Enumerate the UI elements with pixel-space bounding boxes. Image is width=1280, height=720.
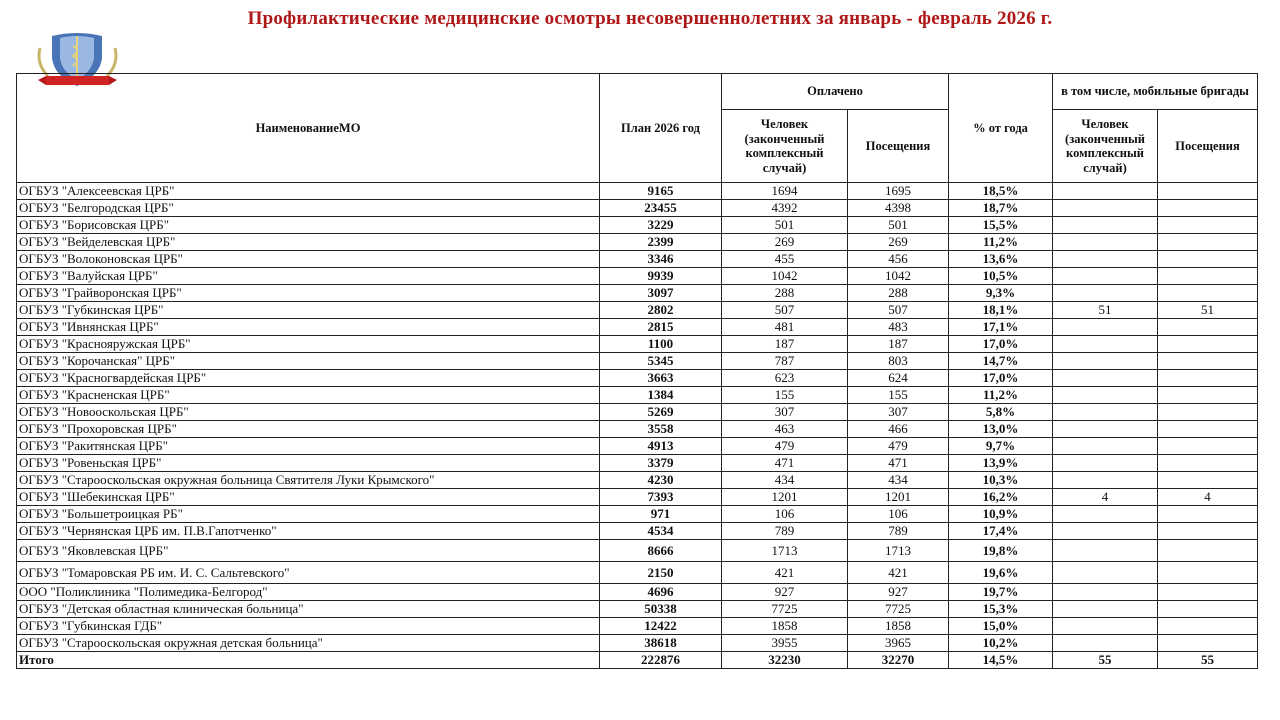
cell-pct: 14,5% [949, 652, 1053, 669]
cell-name: ОГБУЗ "Большетроицкая РБ" [17, 506, 600, 523]
table-row [17, 319, 1258, 336]
cell-name: ОГБУЗ "Новооскольская ЦРБ" [17, 404, 600, 421]
cell-plan: 3379 [600, 455, 722, 472]
cell-pct: 19,6% [949, 562, 1053, 584]
cell-pct: 17,0% [949, 370, 1053, 387]
cell-persons: 434 [722, 472, 848, 489]
cell-mobile-persons [1053, 234, 1158, 251]
table-row [17, 285, 1258, 302]
cell-mobile-visits [1158, 601, 1258, 618]
cell-name: ОГБУЗ "Ракитянская ЦРБ" [17, 438, 600, 455]
cell-visits: 927 [848, 584, 949, 601]
cell-mobile-persons [1053, 421, 1158, 438]
cell-plan: 5269 [600, 404, 722, 421]
cell-mobile-visits [1158, 540, 1258, 562]
cell-persons: 479 [722, 438, 848, 455]
cell-plan: 971 [600, 506, 722, 523]
cell-pct: 10,5% [949, 268, 1053, 285]
report-table [16, 73, 1258, 669]
cell-visits: 187 [848, 336, 949, 353]
cell-pct: 5,8% [949, 404, 1053, 421]
cell-mobile-persons: 4 [1053, 489, 1158, 506]
col-header-visits: Посещения [848, 110, 949, 183]
cell-mobile-persons: 55 [1053, 652, 1158, 669]
cell-mobile-persons [1053, 472, 1158, 489]
cell-pct: 17,4% [949, 523, 1053, 540]
cell-persons: 106 [722, 506, 848, 523]
cell-mobile-visits: 55 [1158, 652, 1258, 669]
cell-visits: 479 [848, 438, 949, 455]
cell-mobile-persons [1053, 336, 1158, 353]
cell-mobile-persons [1053, 370, 1158, 387]
cell-name: ОГБУЗ "Детская областная клиническая больница" [17, 601, 600, 618]
cell-name: ОГБУЗ "Красненская ЦРБ" [17, 387, 600, 404]
table-row [17, 584, 1258, 601]
cell-mobile-visits [1158, 200, 1258, 217]
cell-mobile-visits: 51 [1158, 302, 1258, 319]
cell-name: ОГБУЗ "Вейделевская ЦРБ" [17, 234, 600, 251]
cell-name: ОГБУЗ "Ивнянская ЦРБ" [17, 319, 600, 336]
col-header-mobile: в том числе, мобильные бригады [1053, 74, 1258, 110]
table-row [17, 353, 1258, 370]
cell-mobile-visits [1158, 268, 1258, 285]
cell-plan: 2802 [600, 302, 722, 319]
cell-mobile-visits [1158, 217, 1258, 234]
page-title: Профилактические медицинские осмотры несовершеннолетних за январь - февраль 2026 г. [247, 8, 1053, 29]
cell-visits: 269 [848, 234, 949, 251]
cell-persons: 789 [722, 523, 848, 540]
cell-persons: 1201 [722, 489, 848, 506]
table-row [17, 618, 1258, 635]
cell-persons: 501 [722, 217, 848, 234]
cell-persons: 623 [722, 370, 848, 387]
cell-visits: 4398 [848, 200, 949, 217]
cell-name: ОГБУЗ "Чернянская ЦРБ им. П.В.Гапотченко" [17, 523, 600, 540]
cell-plan: 23455 [600, 200, 722, 217]
cell-mobile-persons [1053, 353, 1158, 370]
cell-mobile-visits [1158, 404, 1258, 421]
cell-visits: 421 [848, 562, 949, 584]
cell-name: ОГБУЗ "Валуйская ЦРБ" [17, 268, 600, 285]
cell-name: ОГБУЗ "Грайворонская ЦРБ" [17, 285, 600, 302]
cell-persons: 481 [722, 319, 848, 336]
cell-pct: 18,1% [949, 302, 1053, 319]
cell-pct: 19,7% [949, 584, 1053, 601]
cell-mobile-visits [1158, 472, 1258, 489]
cell-visits: 501 [848, 217, 949, 234]
cell-pct: 10,9% [949, 506, 1053, 523]
cell-plan: 4534 [600, 523, 722, 540]
cell-persons: 1713 [722, 540, 848, 562]
cell-plan: 2399 [600, 234, 722, 251]
cell-mobile-visits [1158, 506, 1258, 523]
cell-visits: 1858 [848, 618, 949, 635]
cell-mobile-visits [1158, 562, 1258, 584]
cell-persons: 1694 [722, 183, 848, 200]
cell-mobile-visits [1158, 523, 1258, 540]
cell-mobile-persons [1053, 387, 1158, 404]
cell-mobile-persons [1053, 200, 1158, 217]
cell-plan: 2150 [600, 562, 722, 584]
cell-mobile-persons [1053, 404, 1158, 421]
cell-mobile-visits [1158, 387, 1258, 404]
cell-mobile-persons [1053, 217, 1158, 234]
cell-mobile-persons [1053, 319, 1158, 336]
col-header-plan: План 2026 год [600, 74, 722, 183]
cell-name: ОГБУЗ "Старооскольская окружная больница Святителя Луки Крымского" [17, 472, 600, 489]
cell-plan: 7393 [600, 489, 722, 506]
table-row [17, 217, 1258, 234]
cell-name: ОГБУЗ "Борисовская ЦРБ" [17, 217, 600, 234]
cell-name: ОГБУЗ "Краснояружская ЦРБ" [17, 336, 600, 353]
cell-plan: 3558 [600, 421, 722, 438]
col-header-mobile-persons: Человек (законченный комплексный случай) [1053, 110, 1158, 183]
cell-mobile-persons [1053, 635, 1158, 652]
cell-mobile-visits [1158, 183, 1258, 200]
cell-name: ОГБУЗ "Красногвардейская ЦРБ" [17, 370, 600, 387]
cell-name: ОГБУЗ "Шебекинская ЦРБ" [17, 489, 600, 506]
cell-persons: 463 [722, 421, 848, 438]
cell-visits: 483 [848, 319, 949, 336]
cell-mobile-visits [1158, 635, 1258, 652]
table-row [17, 302, 1258, 319]
cell-mobile-persons [1053, 438, 1158, 455]
cell-name: ОГБУЗ "Губкинская ЦРБ" [17, 302, 600, 319]
cell-mobile-visits [1158, 421, 1258, 438]
cell-visits: 466 [848, 421, 949, 438]
cell-plan: 9939 [600, 268, 722, 285]
cell-name: ОГБУЗ "Ровеньская ЦРБ" [17, 455, 600, 472]
cell-mobile-visits [1158, 353, 1258, 370]
cell-pct: 16,2% [949, 489, 1053, 506]
cell-persons: 927 [722, 584, 848, 601]
cell-visits: 1201 [848, 489, 949, 506]
cell-mobile-persons [1053, 584, 1158, 601]
table-row [17, 523, 1258, 540]
table-row [17, 370, 1258, 387]
cell-name: ОГБУЗ "Прохоровская ЦРБ" [17, 421, 600, 438]
cell-persons: 269 [722, 234, 848, 251]
table-row [17, 489, 1258, 506]
cell-mobile-visits [1158, 251, 1258, 268]
cell-mobile-visits [1158, 618, 1258, 635]
table-row [17, 421, 1258, 438]
cell-name: ОГБУЗ "Алексеевская ЦРБ" [17, 183, 600, 200]
cell-plan: 4913 [600, 438, 722, 455]
cell-mobile-persons [1053, 268, 1158, 285]
table-row [17, 251, 1258, 268]
cell-persons: 32230 [722, 652, 848, 669]
cell-mobile-visits [1158, 319, 1258, 336]
cell-mobile-persons: 51 [1053, 302, 1158, 319]
cell-visits: 507 [848, 302, 949, 319]
table-row [17, 183, 1258, 200]
table-row [17, 438, 1258, 455]
cell-visits: 803 [848, 353, 949, 370]
cell-plan: 50338 [600, 601, 722, 618]
table-row [17, 472, 1258, 489]
cell-plan: 38618 [600, 635, 722, 652]
cell-pct: 14,7% [949, 353, 1053, 370]
cell-mobile-persons [1053, 523, 1158, 540]
table-row [17, 336, 1258, 353]
cell-mobile-persons [1053, 506, 1158, 523]
cell-mobile-visits [1158, 370, 1258, 387]
cell-plan: 12422 [600, 618, 722, 635]
cell-persons: 288 [722, 285, 848, 302]
col-header-name: НаименованиеМО [17, 74, 600, 183]
cell-visits: 789 [848, 523, 949, 540]
cell-plan: 1384 [600, 387, 722, 404]
cell-pct: 15,0% [949, 618, 1053, 635]
cell-persons: 3955 [722, 635, 848, 652]
table-row [17, 268, 1258, 285]
table-row [17, 506, 1258, 523]
cell-persons: 1858 [722, 618, 848, 635]
cell-plan: 1100 [600, 336, 722, 353]
table-row [17, 404, 1258, 421]
cell-pct: 18,5% [949, 183, 1053, 200]
cell-pct: 18,7% [949, 200, 1053, 217]
cell-pct: 13,0% [949, 421, 1053, 438]
cell-mobile-visits: 4 [1158, 489, 1258, 506]
col-header-persons: Человек (законченный комплексный случай) [722, 110, 848, 183]
cell-persons: 421 [722, 562, 848, 584]
cell-mobile-persons [1053, 455, 1158, 472]
cell-mobile-visits [1158, 285, 1258, 302]
cell-mobile-persons [1053, 183, 1158, 200]
total-row [17, 652, 1258, 669]
cell-plan: 9165 [600, 183, 722, 200]
cell-visits: 471 [848, 455, 949, 472]
cell-plan: 5345 [600, 353, 722, 370]
cell-mobile-persons [1053, 540, 1158, 562]
cell-mobile-persons [1053, 562, 1158, 584]
cell-name: ОГБУЗ "Белгородская ЦРБ" [17, 200, 600, 217]
cell-mobile-visits [1158, 336, 1258, 353]
cell-visits: 32270 [848, 652, 949, 669]
cell-name: ОГБУЗ "Старооскольская окружная детская больница" [17, 635, 600, 652]
table-row [17, 601, 1258, 618]
cell-visits: 624 [848, 370, 949, 387]
table-row [17, 455, 1258, 472]
cell-pct: 10,3% [949, 472, 1053, 489]
cell-plan: 4696 [600, 584, 722, 601]
cell-visits: 1695 [848, 183, 949, 200]
cell-visits: 434 [848, 472, 949, 489]
table-row [17, 540, 1258, 562]
cell-visits: 288 [848, 285, 949, 302]
cell-name: ОГБУЗ "Губкинская ГДБ" [17, 618, 600, 635]
cell-visits: 456 [848, 251, 949, 268]
table-row [17, 387, 1258, 404]
cell-visits: 3965 [848, 635, 949, 652]
cell-plan: 8666 [600, 540, 722, 562]
cell-pct: 11,2% [949, 234, 1053, 251]
cell-mobile-visits [1158, 234, 1258, 251]
cell-persons: 7725 [722, 601, 848, 618]
cell-persons: 4392 [722, 200, 848, 217]
cell-persons: 471 [722, 455, 848, 472]
cell-pct: 9,3% [949, 285, 1053, 302]
cell-mobile-persons [1053, 251, 1158, 268]
cell-mobile-visits [1158, 438, 1258, 455]
cell-plan: 3097 [600, 285, 722, 302]
cell-pct: 9,7% [949, 438, 1053, 455]
cell-name: ОГБУЗ "Яковлевская ЦРБ" [17, 540, 600, 562]
table-row [17, 234, 1258, 251]
cell-pct: 17,1% [949, 319, 1053, 336]
col-header-mobile-visits: Посещения [1158, 110, 1258, 183]
cell-visits: 1042 [848, 268, 949, 285]
cell-pct: 19,8% [949, 540, 1053, 562]
cell-plan: 222876 [600, 652, 722, 669]
cell-plan: 3663 [600, 370, 722, 387]
cell-plan: 2815 [600, 319, 722, 336]
cell-pct: 11,2% [949, 387, 1053, 404]
cell-mobile-persons [1053, 285, 1158, 302]
cell-visits: 7725 [848, 601, 949, 618]
cell-name: ОГБУЗ "Корочанская" ЦРБ" [17, 353, 600, 370]
cell-persons: 1042 [722, 268, 848, 285]
table-row [17, 562, 1258, 584]
cell-pct: 13,9% [949, 455, 1053, 472]
cell-visits: 155 [848, 387, 949, 404]
cell-persons: 507 [722, 302, 848, 319]
cell-name: ОГБУЗ "Волоконовская ЦРБ" [17, 251, 600, 268]
table-row [17, 635, 1258, 652]
cell-mobile-persons [1053, 601, 1158, 618]
cell-mobile-visits [1158, 584, 1258, 601]
cell-pct: 10,2% [949, 635, 1053, 652]
cell-persons: 155 [722, 387, 848, 404]
cell-pct: 15,5% [949, 217, 1053, 234]
cell-persons: 787 [722, 353, 848, 370]
cell-plan: 3229 [600, 217, 722, 234]
cell-persons: 455 [722, 251, 848, 268]
cell-mobile-persons [1053, 618, 1158, 635]
cell-visits: 307 [848, 404, 949, 421]
cell-pct: 15,3% [949, 601, 1053, 618]
cell-persons: 187 [722, 336, 848, 353]
cell-pct: 13,6% [949, 251, 1053, 268]
cell-persons: 307 [722, 404, 848, 421]
cell-visits: 106 [848, 506, 949, 523]
cell-pct: 17,0% [949, 336, 1053, 353]
cell-visits: 1713 [848, 540, 949, 562]
col-header-pct: % от года [949, 74, 1053, 183]
cell-plan: 3346 [600, 251, 722, 268]
cell-plan: 4230 [600, 472, 722, 489]
table-row [17, 200, 1258, 217]
col-header-paid: Оплачено [722, 74, 949, 110]
cell-name: Итого [17, 652, 600, 669]
cell-name: ООО "Поликлиника "Полимедика-Белгород" [17, 584, 600, 601]
cell-name: ОГБУЗ "Томаровская РБ им. И. С. Сальтевского" [17, 562, 600, 584]
cell-mobile-visits [1158, 455, 1258, 472]
